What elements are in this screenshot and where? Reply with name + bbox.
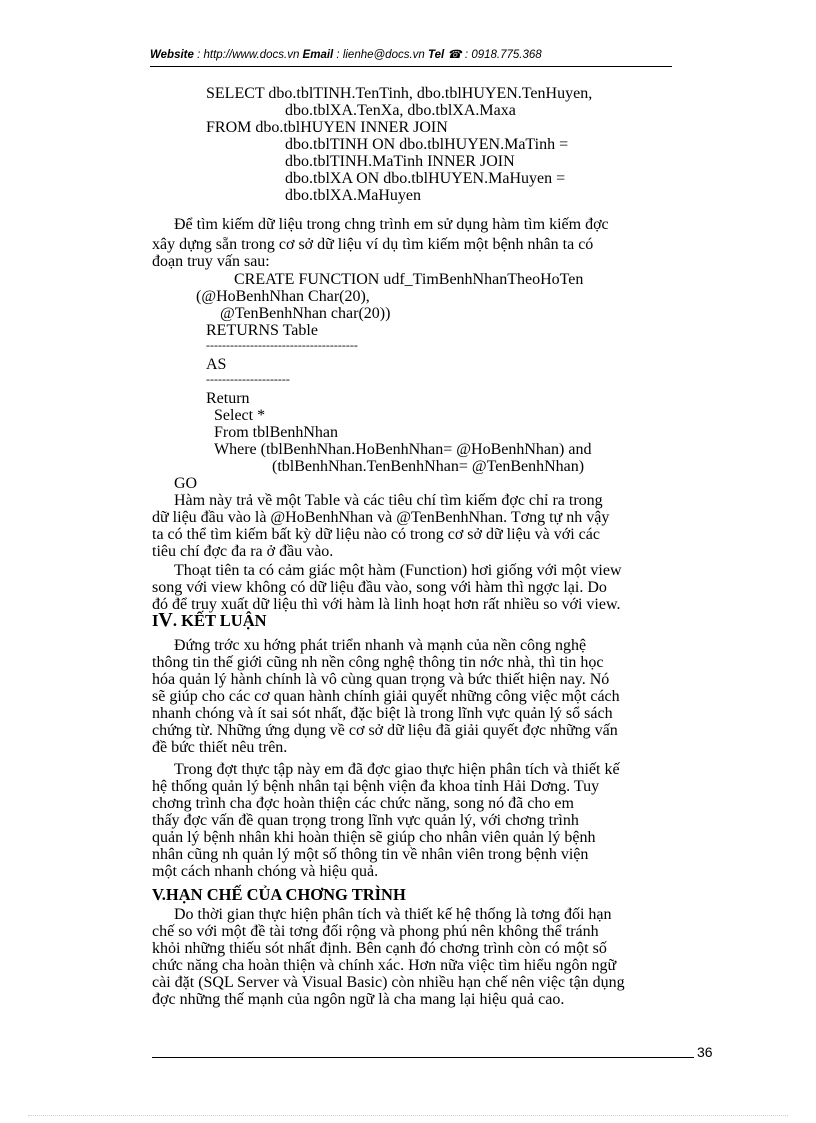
code-line: @TenBenhNhan char(20))	[220, 305, 391, 322]
body-line: nhanh chóng và ít sai sót nhất, đặc biệt là trong lĩnh vực quản lý sổ sách	[152, 705, 613, 722]
section-heading-conclusion	[152, 609, 267, 631]
body-line: tiêu chí đợc đa ra ở đầu vào.	[152, 543, 334, 560]
sql-line: dbo.tblTINH ON dbo.tblHUYEN.MaTinh =	[285, 136, 569, 153]
body-line: quản lý bệnh nhân khi hoàn thiện sẽ giúp cho nhân viên quản lý bệnh	[152, 829, 596, 846]
code-line: GO	[174, 475, 198, 492]
body-line: đó để truy xuất dữ liệu thì với hàm là linh hoạt hơn rất nhiều so với view.	[152, 596, 621, 613]
body-line: thông tin thế giới cũng nh nền công nghệ thông tin nớc nhà, thì tin học	[152, 654, 604, 671]
sql-line: dbo.tblTINH.MaTinh INNER JOIN	[285, 153, 515, 170]
body-line: khỏi những thiếu sót nhất định. Bên cạnh đó chơng trình còn có một số	[152, 940, 607, 957]
body-line: Thoạt tiên ta có cảm giác một hàm (Function) hơi giống với một view	[174, 562, 622, 579]
website-label: Website	[150, 49, 194, 61]
body-line: sẽ giúp cho các cơ quan hành chính giải quyết những công việc một cách	[152, 688, 620, 705]
body-line: hệ thống quản lý bệnh nhân tại bệnh viện đa khoa tỉnh Hải Dơng. Tuy	[152, 778, 600, 795]
footer-rule	[152, 1057, 694, 1058]
email-label: Email	[302, 49, 334, 61]
body-line: xây dựng sẵn trong cơ sở dữ liệu ví dụ tìm kiếm một bệnh nhân ta có	[152, 236, 594, 253]
body-line: đoạn truy vấn sau:	[152, 253, 270, 270]
body-line: chức năng cha hoàn thiện và chính xác. Hơn nữa việc tìm hiểu ngôn ngữ	[152, 957, 617, 974]
code-line: Select *	[214, 407, 266, 424]
body-line: Trong đợt thực tập này em đã đợc giao thực hiện phân tích và thiết kế	[174, 761, 620, 778]
heading-title: . KẾT LUẬN	[172, 611, 267, 630]
code-line: From tblBenhNhan	[214, 424, 338, 441]
code-divider: ---------------------	[206, 372, 290, 386]
body-line: song với view không có dữ liệu đầu vào, song với hàm thì ngợc lại. Do	[152, 579, 607, 596]
code-line: (@HoBenhNhan Char(20),	[196, 288, 370, 305]
tel-value: ☎ : 0918.775.368	[444, 49, 542, 61]
page-number: 36	[697, 1044, 713, 1060]
code-line: AS	[206, 356, 227, 373]
code-divider: --------------------------------------	[206, 338, 358, 352]
heading-roman-v: V	[158, 609, 173, 631]
body-line: chứng từ. Những ứng dụng về cơ sở dữ liệu đã giải quyết đợc những vấn	[152, 722, 618, 739]
heading-roman-i: I	[152, 611, 159, 630]
body-line: Do thời gian thực hiện phân tích và thiết kế hệ thống là tơng đối hạn	[174, 906, 612, 923]
code-line: (tblBenhNhan.TenBenhNhan= @TenBenhNhan)	[272, 458, 585, 475]
section-heading-limitations: V.HẠN CHẾ CỦA CHƠNG TRÌNH	[152, 885, 406, 904]
body-line: Đứng trớc xu hớng phát triển nhanh và mạnh của nền công nghệ	[174, 637, 587, 654]
bottom-dotted-divider	[28, 1115, 788, 1116]
website-value: : http://www.docs.vn	[193, 49, 303, 61]
page-header	[150, 47, 670, 65]
body-line: nhân cũng nh quản lý một số thông tin về nhân viên trong bệnh viện	[152, 846, 589, 863]
tel-label: Tel	[428, 49, 445, 61]
sql-line: dbo.tblXA ON dbo.tblHUYEN.MaHuyen =	[285, 170, 566, 187]
sql-line: dbo.tblXA.TenXa, dbo.tblXA.Maxa	[285, 102, 516, 119]
sql-line: dbo.tblXA.MaHuyen	[285, 187, 421, 204]
body-line: một cách nhanh chóng và hiệu quả.	[152, 863, 379, 880]
body-line: dữ liệu đầu vào là @HoBenhNhan và @TenBenhNhan. Tơng tự nh vậy	[152, 509, 610, 526]
body-line: chế so với một đề tài tơng đối rộng và phong phú nên không thể tránh	[152, 923, 599, 940]
header-rule	[150, 66, 672, 67]
body-line: Hàm này trả về một Table và các tiêu chí tìm kiếm đợc chỉ ra trong	[174, 492, 603, 509]
body-line: thấy đợc vấn đề quan trọng trong lĩnh vực quản lý, với chơng trình	[152, 812, 579, 829]
body-line: chơng trình cha đợc hoàn thiện các chức năng, song nó đã cho em	[152, 795, 574, 812]
body-line: đề bức thiết nêu trên.	[152, 739, 288, 756]
code-line: Return	[206, 390, 250, 407]
sql-line: SELECT dbo.tblTINH.TenTinh, dbo.tblHUYEN.TenHuyen,	[206, 85, 593, 102]
email-value: : lienhe@docs.vn	[333, 49, 429, 61]
body-line: cài đặt (SQL Server và Visual Basic) còn nhiều hạn chế nên việc tận dụng	[152, 974, 625, 991]
body-line: đợc những thế mạnh của ngôn ngữ là cha mang lại hiệu quả cao.	[152, 991, 565, 1008]
code-line: RETURNS Table	[206, 322, 318, 339]
sql-line: FROM dbo.tblHUYEN INNER JOIN	[206, 119, 448, 136]
body-line: Để tìm kiếm dữ liệu trong chng trình em sử dụng hàm tìm kiếm đợc	[174, 216, 609, 233]
body-line: ta có thể tìm kiếm bất kỳ dữ liệu nào có trong cơ sở dữ liệu và với các	[152, 526, 600, 543]
body-line: hóa quản lý hành chính là vô cùng quan trọng và bức thiết hiện nay. Nó	[152, 671, 610, 688]
code-line: Where (tblBenhNhan.HoBenhNhan= @HoBenhNhan) and	[214, 441, 592, 458]
code-line: CREATE FUNCTION udf_TimBenhNhanTheoHoTen	[234, 271, 584, 288]
